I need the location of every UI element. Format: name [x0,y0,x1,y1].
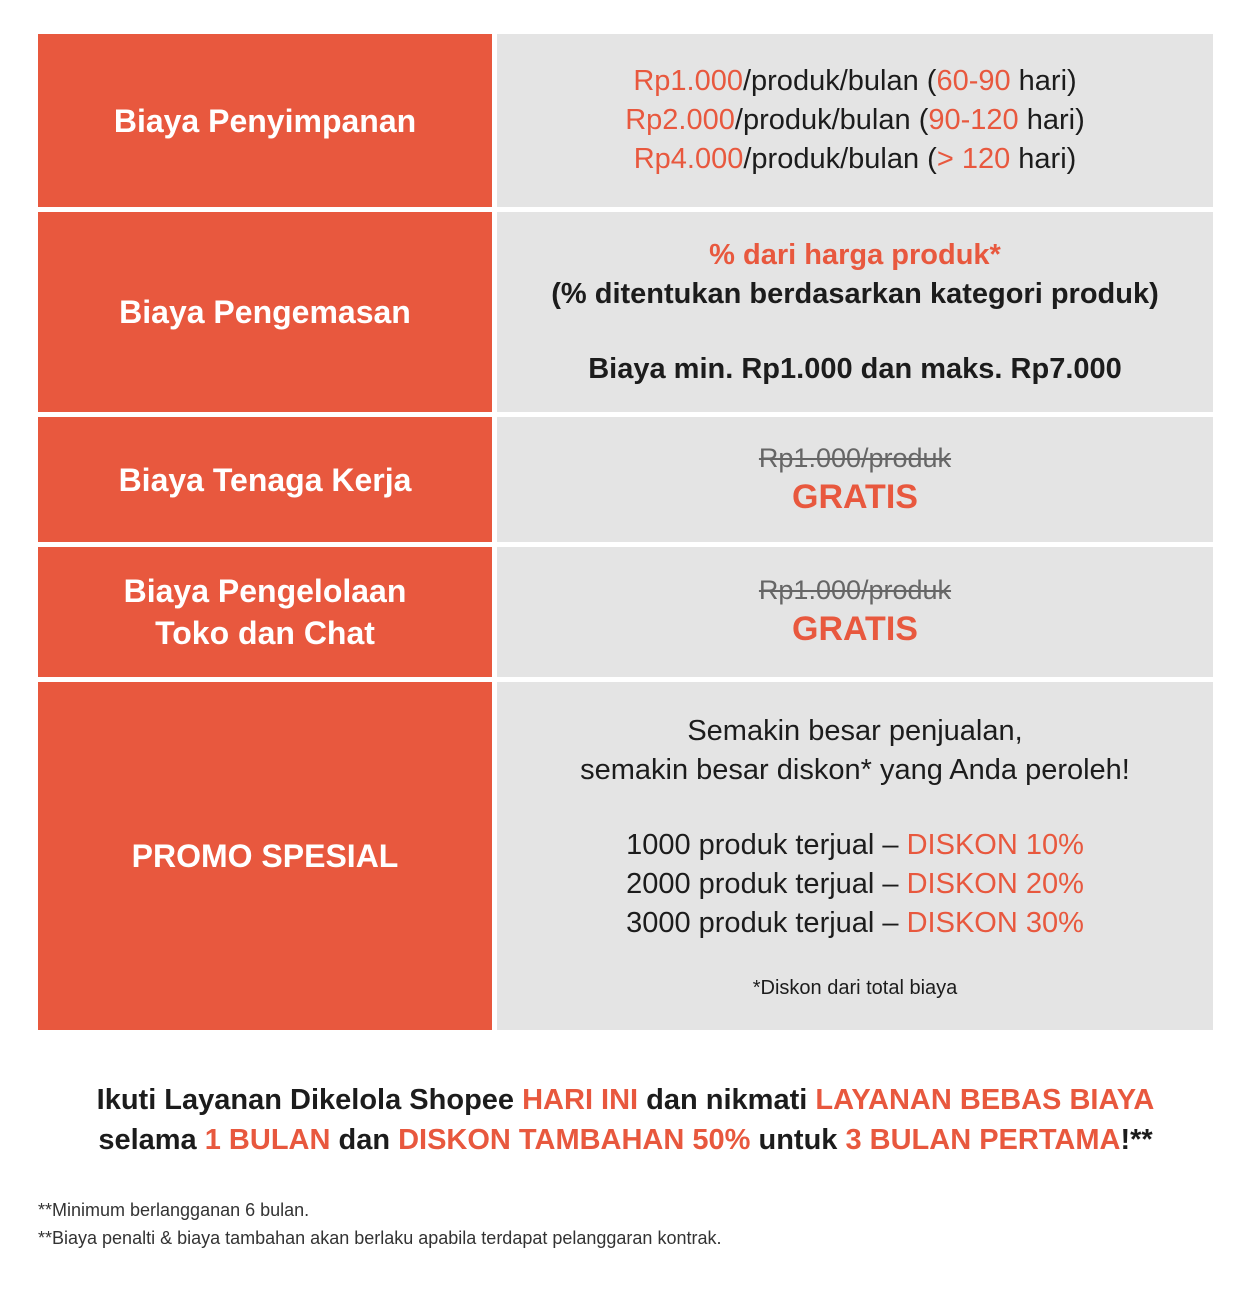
labor-old-price: Rp1.000/produk [758,442,952,473]
row-storage-fee [38,34,1213,207]
storage-line-2 [625,101,1085,140]
storage-unit-1: /produk/bulan ( [742,65,937,97]
footnotes [38,1196,721,1252]
cta-highlight-extra-discount: DISKON TAMBAHAN 50% [398,1124,751,1156]
row-store-chat-fee [38,547,1213,677]
cta-text-2: dan nikmati [638,1084,816,1116]
storage-price-1: Rp1.000 [633,65,743,97]
packaging-fee-value [497,212,1213,412]
promo-tier-1 [626,826,1084,865]
promo-footnote: *Diskon dari total biaya [752,976,958,999]
labor-fee-value [497,417,1213,542]
tier-qty-2: 2000 produk terjual – [626,867,907,900]
store-chat-free-badge: GRATIS [792,610,918,648]
special-promo-label-text: PROMO SPESIAL [131,838,399,874]
storage-range-1: 60-90 [936,65,1011,97]
store-chat-old-price: Rp1.000/produk [758,575,952,605]
cta-highlight-free-service: LAYANAN BEBAS BIAYA [815,1084,1155,1116]
storage-fee-label [38,34,492,207]
packaging-minmax: Biaya min. Rp1.000 dan maks. Rp7.000 [588,352,1122,385]
packaging-fee-label [38,212,492,412]
tier-discount-3: DISKON 30% [906,906,1084,939]
storage-unit-2: /produk/bulan ( [734,104,929,136]
storage-range-2: 90-120 [928,104,1019,136]
store-chat-fee-label [38,547,492,677]
cta-text-4: dan [330,1124,399,1156]
storage-fee-value [497,34,1213,207]
cta-text-6: !** [1120,1124,1153,1156]
row-packaging-fee [38,212,1213,412]
promo-tier-2 [626,865,1084,904]
tier-qty-1: 1000 produk terjual – [626,828,907,861]
call-to-action [0,1080,1251,1160]
tier-discount-1: DISKON 10% [906,828,1084,861]
cta-highlight-three-months: 3 BULAN PERTAMA [845,1124,1121,1156]
storage-range-3: > 120 [936,143,1011,175]
cta-text-1: Ikuti Layanan Dikelola Shopee [96,1084,523,1116]
storage-price-2: Rp2.000 [625,104,735,136]
packaging-fee-label-text: Biaya Pengemasan [119,294,411,330]
promo-intro-2: semakin besar diskon* yang Anda peroleh! [580,753,1130,786]
cta-text-5: untuk [750,1124,846,1156]
footnote-minimum-subscription: **Minimum berlangganan 6 bulan. [38,1200,310,1220]
cta-highlight-one-month: 1 BULAN [204,1124,331,1156]
cta-text-3: selama [98,1124,205,1156]
fee-table [38,34,1213,1035]
special-promo-value [497,682,1213,1030]
promo-intro-1: Semakin besar penjualan, [687,714,1023,747]
storage-line-3 [634,140,1077,179]
storage-fee-label-text: Biaya Penyimpanan [113,102,417,139]
storage-suffix-1: hari) [1010,65,1077,97]
cta-line-2 [0,1120,1251,1160]
row-labor-fee [38,417,1213,542]
tier-discount-2: DISKON 20% [906,867,1084,900]
labor-fee-label-text: Biaya Tenaga Kerja [118,461,412,498]
storage-unit-3: /produk/bulan ( [743,143,937,175]
store-chat-label-line-2: Toko dan Chat [155,615,375,651]
storage-suffix-2: hari) [1018,104,1085,136]
store-chat-fee-value [497,547,1213,677]
store-chat-label-line-1: Biaya Pengelolaan [123,573,407,609]
tier-qty-3: 3000 produk terjual – [626,906,907,939]
promo-tier-3 [626,904,1084,943]
special-promo-label [38,682,492,1030]
row-special-promo [38,682,1213,1030]
labor-free-badge: GRATIS [792,477,918,516]
storage-suffix-3: hari) [1010,143,1077,175]
storage-price-3: Rp4.000 [633,143,744,175]
cta-line-1 [0,1080,1251,1120]
footnote-penalty: **Biaya penalti & biaya tambahan akan berlaku apabila terdapat pelanggaran kontrak. [38,1228,722,1248]
cta-highlight-today: HARI INI [522,1084,639,1116]
labor-fee-label [38,417,492,542]
packaging-headline: % dari harga produk* [709,238,1001,271]
packaging-subline: (% ditentukan berdasarkan kategori produk) [551,277,1159,310]
storage-line-1 [633,62,1076,101]
